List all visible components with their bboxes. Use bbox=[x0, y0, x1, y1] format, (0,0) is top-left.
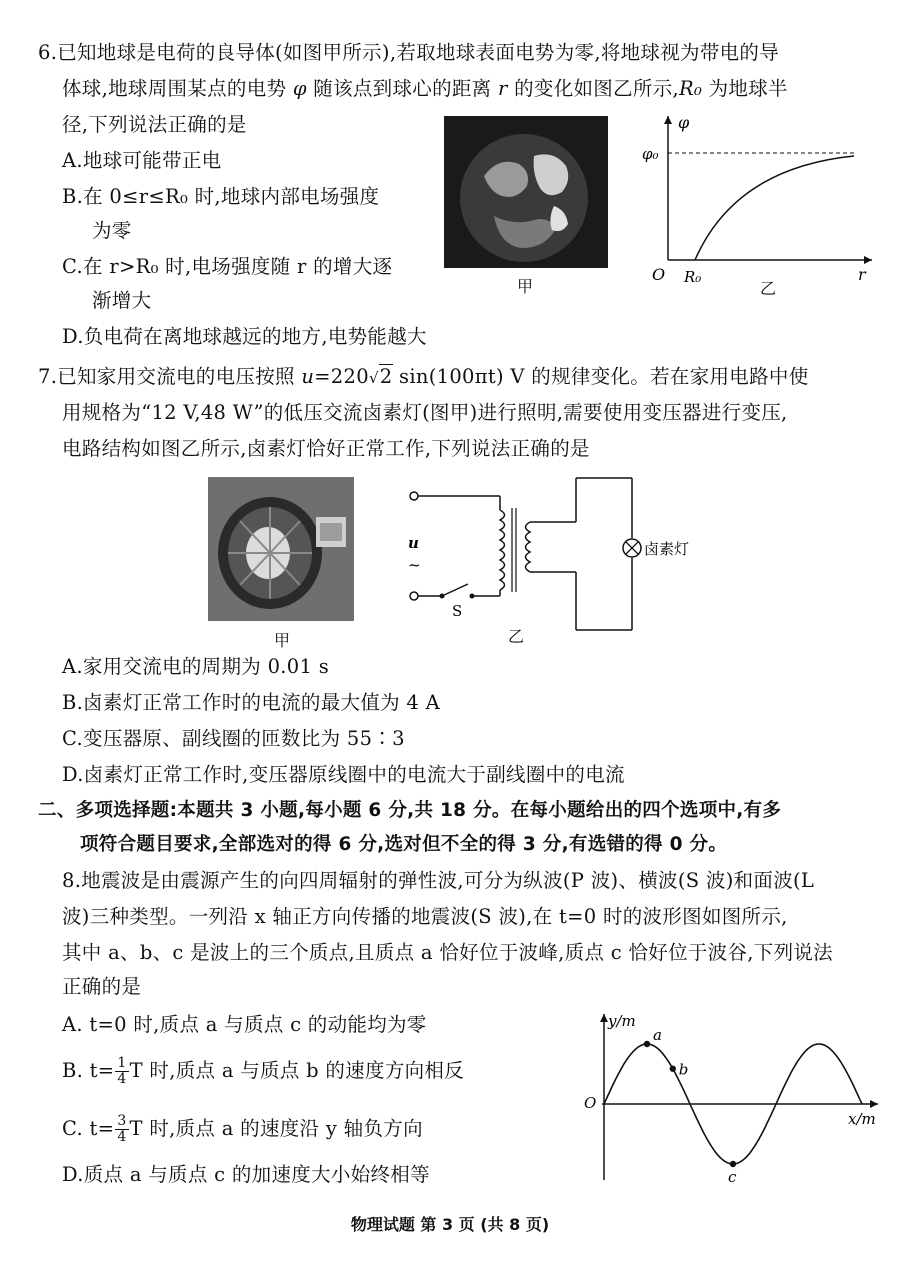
q8-option-a: A. t=0 时,质点 a 与质点 c 的动能均为零 bbox=[62, 1013, 427, 1036]
q8-option-b-fraction bbox=[115, 1056, 128, 1087]
q7-option-a: A.家用交流电的周期为 0.01 s bbox=[62, 655, 330, 678]
q8-option-b-numerator: 1 bbox=[117, 1055, 127, 1071]
graph-phi0-label: φ₀ bbox=[642, 145, 659, 163]
q7-formula-rest: sin(100πt) V bbox=[399, 365, 525, 388]
q7-fig-yi-caption: 乙 bbox=[508, 627, 525, 646]
q6-option-c-1: C.在 r>R₀ 时,电场强度随 r 的增大逐 bbox=[62, 255, 393, 278]
q7-formula-eq: =220 bbox=[314, 365, 369, 388]
point-c bbox=[730, 1161, 736, 1167]
phi-curve bbox=[695, 156, 854, 260]
section-2-heading-line-2: 项符合题目要求,全部选对的得 6 分,选对但不全的得 3 分,有选错的得 0 分。 bbox=[80, 834, 728, 855]
q6-option-b-1: B.在 0≤r≤R₀ 时,地球内部电场强度 bbox=[62, 185, 380, 208]
circuit-u-label: u bbox=[408, 534, 419, 552]
q8-line-4: 正确的是 bbox=[62, 975, 142, 998]
q6-r: r bbox=[497, 77, 508, 100]
q8-option-d: D.质点 a 与质点 c 的加速度大小始终相等 bbox=[62, 1163, 430, 1186]
q7-formula-u: u bbox=[301, 365, 315, 388]
q6-line-2-a: 体球,地球周围某点的电势 bbox=[62, 77, 287, 100]
point-b bbox=[670, 1066, 676, 1072]
q8-option-b bbox=[62, 1056, 464, 1087]
q6-line-2-d: 为地球半 bbox=[708, 77, 788, 100]
wave-origin-label: O bbox=[584, 1094, 597, 1112]
q7-formula-sqrt: 2 bbox=[379, 365, 393, 388]
q8-line-2: 波)三种类型。一列沿 x 轴正方向传播的地震波(S 波),在 t=0 时的波形图如图所示, bbox=[62, 905, 788, 928]
halogen-lamp-photo bbox=[208, 477, 354, 621]
q6-option-b-2: 为零 bbox=[92, 219, 132, 242]
q7-fig-jia-caption: 甲 bbox=[274, 631, 291, 650]
q7-line-1: 7.已知家用交流电的电压按照 u=220√2 sin(100πt) V 的规律变化。若在家用电路中使 bbox=[38, 365, 809, 388]
primary-coil bbox=[500, 510, 505, 590]
lamp-label: 卤素灯 bbox=[644, 540, 690, 558]
q7-line-3: 电路结构如图乙所示,卤素灯恰好正常工作,下列说法正确的是 bbox=[62, 437, 590, 460]
q6-option-d: D.负电荷在离地球越远的地方,电势能越大 bbox=[62, 325, 427, 348]
page-footer: 物理试题 第 3 页 (共 8 页) bbox=[350, 1215, 550, 1234]
q8-option-b-prefix: B. t= bbox=[62, 1059, 115, 1082]
wave-y-label: y/m bbox=[608, 1012, 636, 1030]
q6-phi: φ bbox=[292, 77, 307, 100]
q7-option-d: D.卤素灯正常工作时,变压器原线圈中的电流大于副线圈中的电流 bbox=[62, 763, 625, 786]
q6-line-2 bbox=[62, 76, 788, 102]
q6-line-2-b: 随该点到球心的距离 bbox=[313, 77, 492, 100]
q7-option-b: B.卤素灯正常工作时的电流的最大值为 4 A bbox=[62, 691, 441, 714]
q8-option-b-text: T 时,质点 a 与质点 b 的速度方向相反 bbox=[129, 1059, 465, 1082]
q7-line-1-a: 7.已知家用交流电的电压按照 bbox=[38, 365, 295, 388]
secondary-coil bbox=[526, 522, 531, 572]
q6-option-c-2: 渐增大 bbox=[92, 289, 152, 312]
earth-photo bbox=[444, 116, 608, 268]
q8-line-1: 8.地震波是由震源产生的向四周辐射的弹性波,可分为纵波(P 波)、横波(S 波)和面波(L bbox=[62, 869, 815, 892]
point-a-label: a bbox=[653, 1026, 662, 1044]
q6-fig-yi-caption: 乙 bbox=[760, 279, 777, 298]
q6-R0: R₀ bbox=[679, 77, 703, 100]
point-b-label: b bbox=[678, 1060, 689, 1079]
q8-option-c-text: T 时,质点 a 的速度沿 y 轴负方向 bbox=[129, 1117, 423, 1140]
transformer-circuit bbox=[400, 470, 720, 640]
graph-r-label: r bbox=[858, 265, 866, 284]
q8-option-c-denominator: 4 bbox=[117, 1129, 127, 1145]
wave-x-label: x/m bbox=[848, 1110, 876, 1128]
switch-label: S bbox=[452, 602, 463, 620]
q6-fig-jia-caption: 甲 bbox=[517, 277, 534, 296]
switch-s bbox=[442, 584, 468, 596]
terminal-top bbox=[410, 492, 418, 500]
q7-option-c: C.变压器原、副线圈的匝数比为 55∶3 bbox=[62, 727, 405, 750]
point-a bbox=[644, 1041, 650, 1047]
section-2-heading-line-1: 二、多项选择题:本题共 3 小题,每小题 6 分,共 18 分。在每小题给出的四个选项中,有多 bbox=[38, 800, 782, 821]
phi-r-graph bbox=[640, 108, 880, 298]
q8-line-3: 其中 a、b、c 是波上的三个质点,且质点 a 恰好位于波峰,质点 c 恰好位于波谷,下列说法 bbox=[62, 941, 833, 964]
wave-graph bbox=[578, 1008, 888, 1188]
q7-line-1-b: 的规律变化。若在家用电路中使 bbox=[531, 365, 809, 388]
graph-origin-label: O bbox=[652, 265, 666, 284]
q8-option-c-fraction bbox=[115, 1114, 128, 1145]
q8-option-c-numerator: 3 bbox=[117, 1113, 127, 1129]
q8-option-c bbox=[62, 1114, 423, 1145]
q6-line-1: 6.已知地球是电荷的良导体(如图甲所示),若取地球表面电势为零,将地球视为带电的导 bbox=[38, 41, 780, 64]
circuit-tilde-label: ~ bbox=[408, 556, 421, 574]
q6-line-2-c: 的变化如图乙所示, bbox=[514, 77, 680, 100]
graph-R0-label: R₀ bbox=[684, 268, 702, 286]
terminal-bottom bbox=[410, 592, 418, 600]
q8-option-b-denominator: 4 bbox=[117, 1071, 127, 1087]
q6-line-3: 径,下列说法正确的是 bbox=[62, 113, 247, 136]
q8-option-c-prefix: C. t= bbox=[62, 1117, 115, 1140]
point-c-label: c bbox=[728, 1168, 737, 1186]
graph-phi-label: φ bbox=[678, 113, 690, 132]
q6-option-a: A.地球可能带正电 bbox=[62, 149, 222, 172]
q7-line-2: 用规格为“12 V,48 W”的低压交流卤素灯(图甲)进行照明,需要使用变压器进行变压, bbox=[62, 401, 788, 424]
